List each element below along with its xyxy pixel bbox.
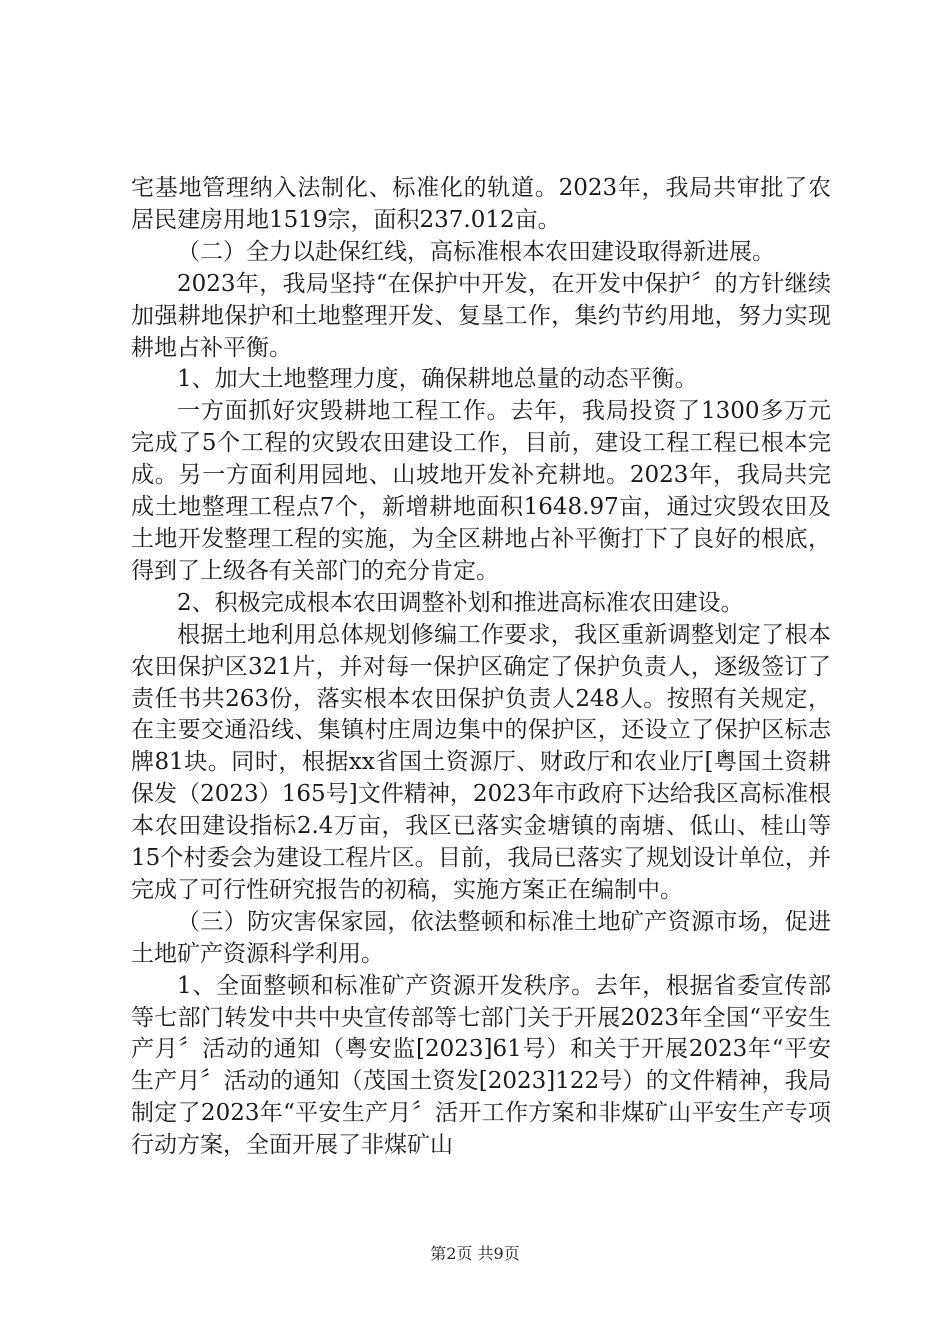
paragraph-mineral-resources: 1、全面整顿和标准矿产资源开发秩序。去年，根据省委宣传部等七部门转发中共中央宣传部等七部门关于开展2023年全国“平安生产月〞活动的通知（粤安监[2023]61号）和关于开展2023年“平安生产月〞活动的通知（茂国土资发[2023]122号）的文件精神，我局制定了2023年“平安生产月〞活开工作方案和非煤矿山平安生产专项行动方案，全面开展了非煤矿山 [131,972,831,1159]
paragraph-farmland-protection: 根据土地利用总体规划修编工作要求，我区重新调整划定了根本农田保护区321片，并对每一保护区确定了保护负责人，逐级签订了责任书共263份，落实根本农田保护负责人248人。按照有关规定，在主要交通沿线、集镇村庄周边集中的保护区，还设立了保护区标志牌81块。同时，根据xx省国土资源厅、财政厅和农业厅[粤国土资耕保发（2023）165号]文件精神，2023年市政府下达给我区高标准根本农田建设指标2.4万亩，我区已落实金塘镇的南塘、低山、桂山等15个村委会为建设工程片区。目前，我局已落实了规划设计单位，并完成了可行性研究报告的初稿，实施方案正在编制中。 [131,621,831,903]
paragraph-homestead: 宅基地管理纳入法制化、标准化的轨道。2023年，我局共审批了农居民建房用地1519宗，面积237.012亩。 [131,175,831,233]
paragraph-disaster-farmland: 一方面抓好灾毁耕地工程工作。去年，我局投资了1300多万元完成了5个工程的灾毁农田建设工作，目前，建设工程工程已根本完成。另一方面利用园地、山坡地开发补充耕地。2023年，我局共完成土地整理工程点7个，新增耕地面积1648.97亩，通过灾毁农田及土地开发整理工程的实施，为全区耕地占补平衡打下了良好的根底，得到了上级各有关部门的充分肯定。 [131,398,831,584]
subheading-basic-farmland: 2、积极完成根本农田调整补划和推进高标准农田建设。 [177,589,744,616]
paragraph-farmland-policy: 2023年，我局坚持“在保护中开发，在开发中保护〞的方针继续加强耕地保护和土地整理开发、复垦工作，集约节约用地，努力实现耕地占补平衡。 [131,270,831,361]
document-body [131,173,831,1162]
subheading-land-consolidation: 1、加大土地整理力度，确保耕地总量的动态平衡。 [177,366,698,393]
page-number-footer: 第2页 共9页 [430,1244,520,1263]
heading-section-2: （二）全力以赴保红线，高标准根本农田建设取得新进展。 [177,238,775,265]
heading-section-3: （三）防灾害保家园，依法整顿和标准土地矿产资源市场，促进土地矿产资源科学利用。 [131,908,831,967]
